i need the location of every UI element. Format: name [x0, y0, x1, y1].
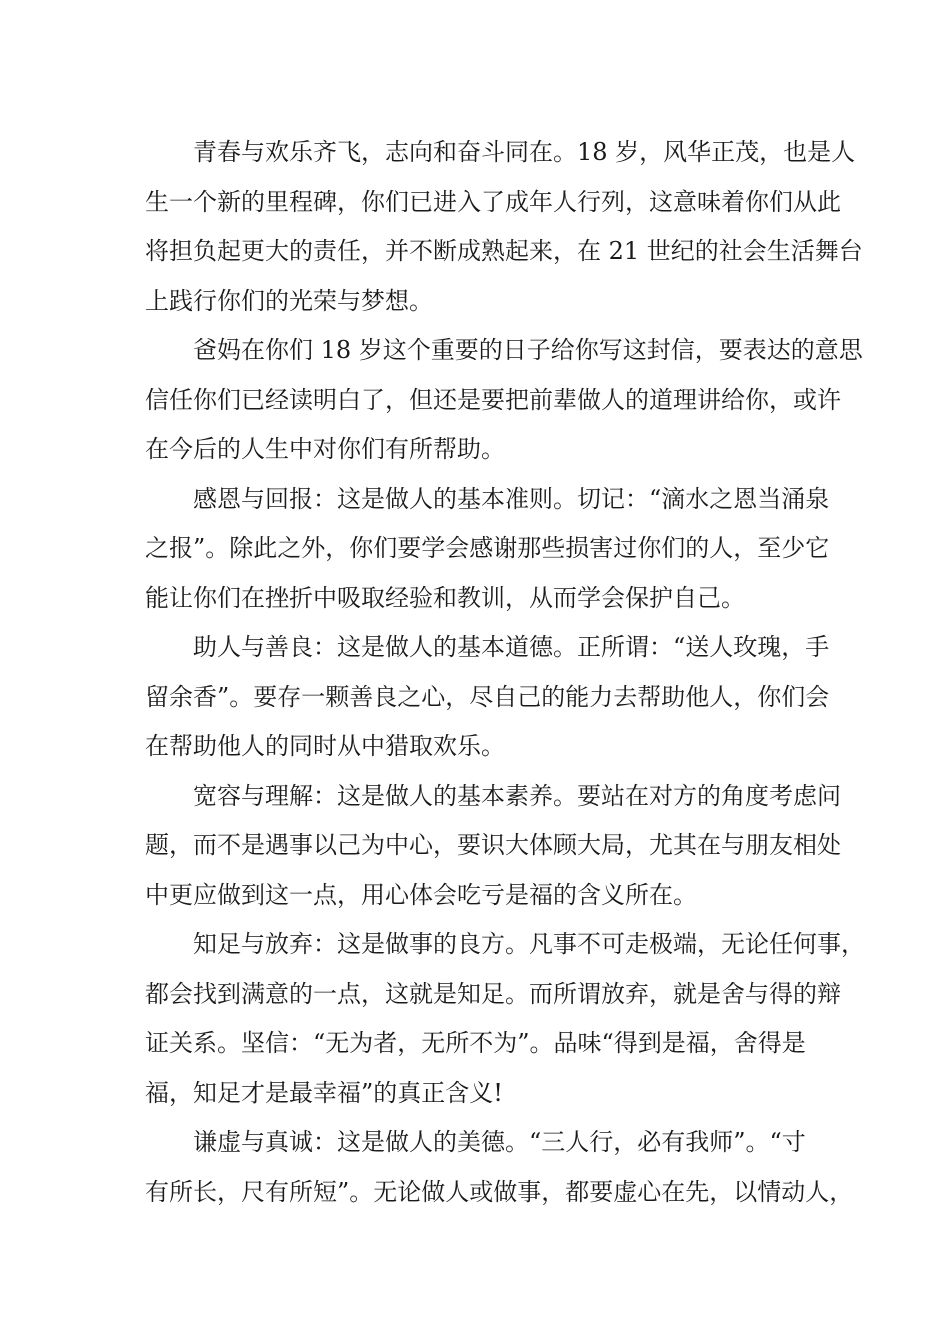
text-line: 将担负起更大的责任，并不断成熟起来，在 21 世纪的社会生活舞台: [145, 237, 863, 265]
text-line: 之报”。除此之外，你们要学会感谢那些损害过你们的人，至少它: [145, 534, 830, 562]
text-line: 在帮助他人的同时从中猎取欢乐。: [145, 732, 505, 760]
text-line: 证关系。坚信：“无为者，无所不为”。品味“得到是福，舍得是: [145, 1029, 806, 1057]
text-line: 福，知足才是最幸福”的真正含义!: [145, 1078, 503, 1107]
paragraph: [145, 1118, 854, 1217]
text-line: 中更应做到这一点，用心体会吃亏是福的含义所在。: [145, 880, 697, 909]
paragraph: [145, 128, 863, 326]
text-line: 助人与善良：这是做人的基本道德。正所谓：“送人玫瑰，手: [193, 633, 830, 661]
paragraph: [145, 475, 830, 624]
text-line: 上践行你们的光荣与梦想。: [145, 286, 433, 315]
text-line: 在今后的人生中对你们有所帮助。: [145, 435, 505, 463]
text-line: 生一个新的里程碑，你们已进入了成年人行列，这意味着你们从此: [145, 187, 841, 216]
text-line: 能让你们在挫折中吸取经验和教训，从而学会保护自己。: [145, 583, 745, 612]
text-line: 谦虚与真诚：这是做人的美德。“三人行，必有我师”。“寸: [193, 1128, 806, 1156]
text-line: 感恩与回报：这是做人的基本准则。切记：“滴水之恩当涌泉: [193, 484, 830, 513]
text-line: 信任你们已经读明白了，但还是要把前辈做人的道理讲给你，或许: [145, 385, 841, 414]
paragraph: [145, 920, 865, 1118]
text-line: 宽容与理解：这是做人的基本素养。要站在对方的角度考虑问: [193, 781, 841, 810]
text-line: 有所长，尺有所短”。无论做人或做事，都要虚心在先，以情动人，: [145, 1177, 854, 1206]
paragraph: [145, 623, 830, 772]
text-line: 青春与欢乐齐飞，志向和奋斗同在。18 岁，风华正茂，也是人: [193, 138, 856, 166]
body-text: [145, 128, 865, 1217]
text-line: 知足与放弃：这是做事的良方。凡事不可走极端，无论任何事，: [193, 930, 865, 958]
text-line: 留余香”。要存一颗善良之心，尽自己的能力去帮助他人，你们会: [145, 682, 830, 711]
text-line: 题，而不是遇事以己为中心，要识大体顾大局，尤其在与朋友相处: [145, 831, 841, 859]
paragraph: [145, 772, 841, 921]
paragraph: [145, 326, 863, 475]
text-line: 都会找到满意的一点，这就是知足。而所谓放弃，就是舍与得的辩: [145, 979, 841, 1008]
text-line: 爸妈在你们 18 岁这个重要的日子给你写这封信，要表达的意思: [193, 336, 863, 364]
